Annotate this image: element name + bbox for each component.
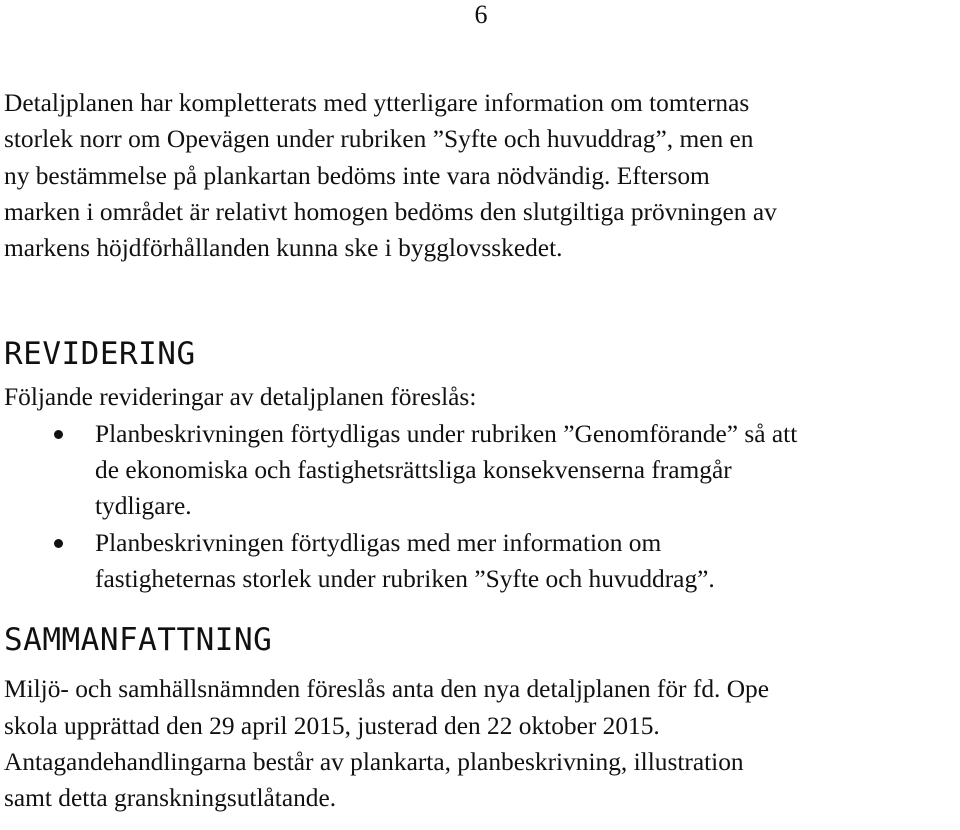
list-item <box>4 525 958 598</box>
sammanfattning-line: Antagandehandlingarna består av plankarta, planbeskrivning, illustration <box>4 747 744 776</box>
document-body <box>4 85 958 816</box>
bullet-line: de ekonomiska och fastighetsrättsliga konsekvenserna framgår <box>95 456 732 485</box>
intro-paragraph <box>4 85 958 266</box>
sammanfattning-line: samt detta granskningsutlåtande. <box>4 784 337 813</box>
bullet-icon <box>54 430 63 439</box>
page-number: 6 <box>474 0 488 29</box>
revidering-bullet-list <box>4 416 958 597</box>
sammanfattning-line: skola upprättad den 29 april 2015, justerad den 22 oktober 2015. <box>4 711 660 740</box>
intro-line: marken i området är relativt homogen bedöms den slutgiltiga prövningen av <box>4 197 777 226</box>
sammanfattning-heading: SAMMANFATTNING <box>4 622 273 659</box>
revidering-lead: Följande revideringar av detaljplanen föreslås: <box>4 383 477 412</box>
bullet-line: tydligare. <box>95 492 192 521</box>
bullet-line: fastigheternas storlek under rubriken ”Syfte och huvuddrag”. <box>95 564 715 593</box>
intro-line: Detaljplanen har kompletterats med ytterligare information om tomternas <box>4 89 750 117</box>
bullet-icon <box>54 539 63 548</box>
sammanfattning-paragraph <box>4 671 958 816</box>
sammanfattning-line: Miljö- och samhällsnämnden föreslås anta den nya detaljplanen för fd. Ope <box>4 675 770 704</box>
intro-line: markens höjdförhållanden kunna ske i bygglovsskedet. <box>4 234 563 263</box>
bullet-line: Planbeskrivningen förtydligas med mer information om <box>95 528 662 557</box>
list-item <box>4 416 958 525</box>
revidering-heading: REVIDERING <box>4 336 196 373</box>
bullet-line: Planbeskrivningen förtydligas under rubriken ”Genomförande” så att <box>95 419 798 448</box>
intro-line: ny bestämmelse på plankartan bedöms inte vara nödvändig. Eftersom <box>4 161 710 190</box>
intro-line: storlek norr om Opevägen under rubriken ”Syfte och huvuddrag”, men en <box>4 125 754 154</box>
